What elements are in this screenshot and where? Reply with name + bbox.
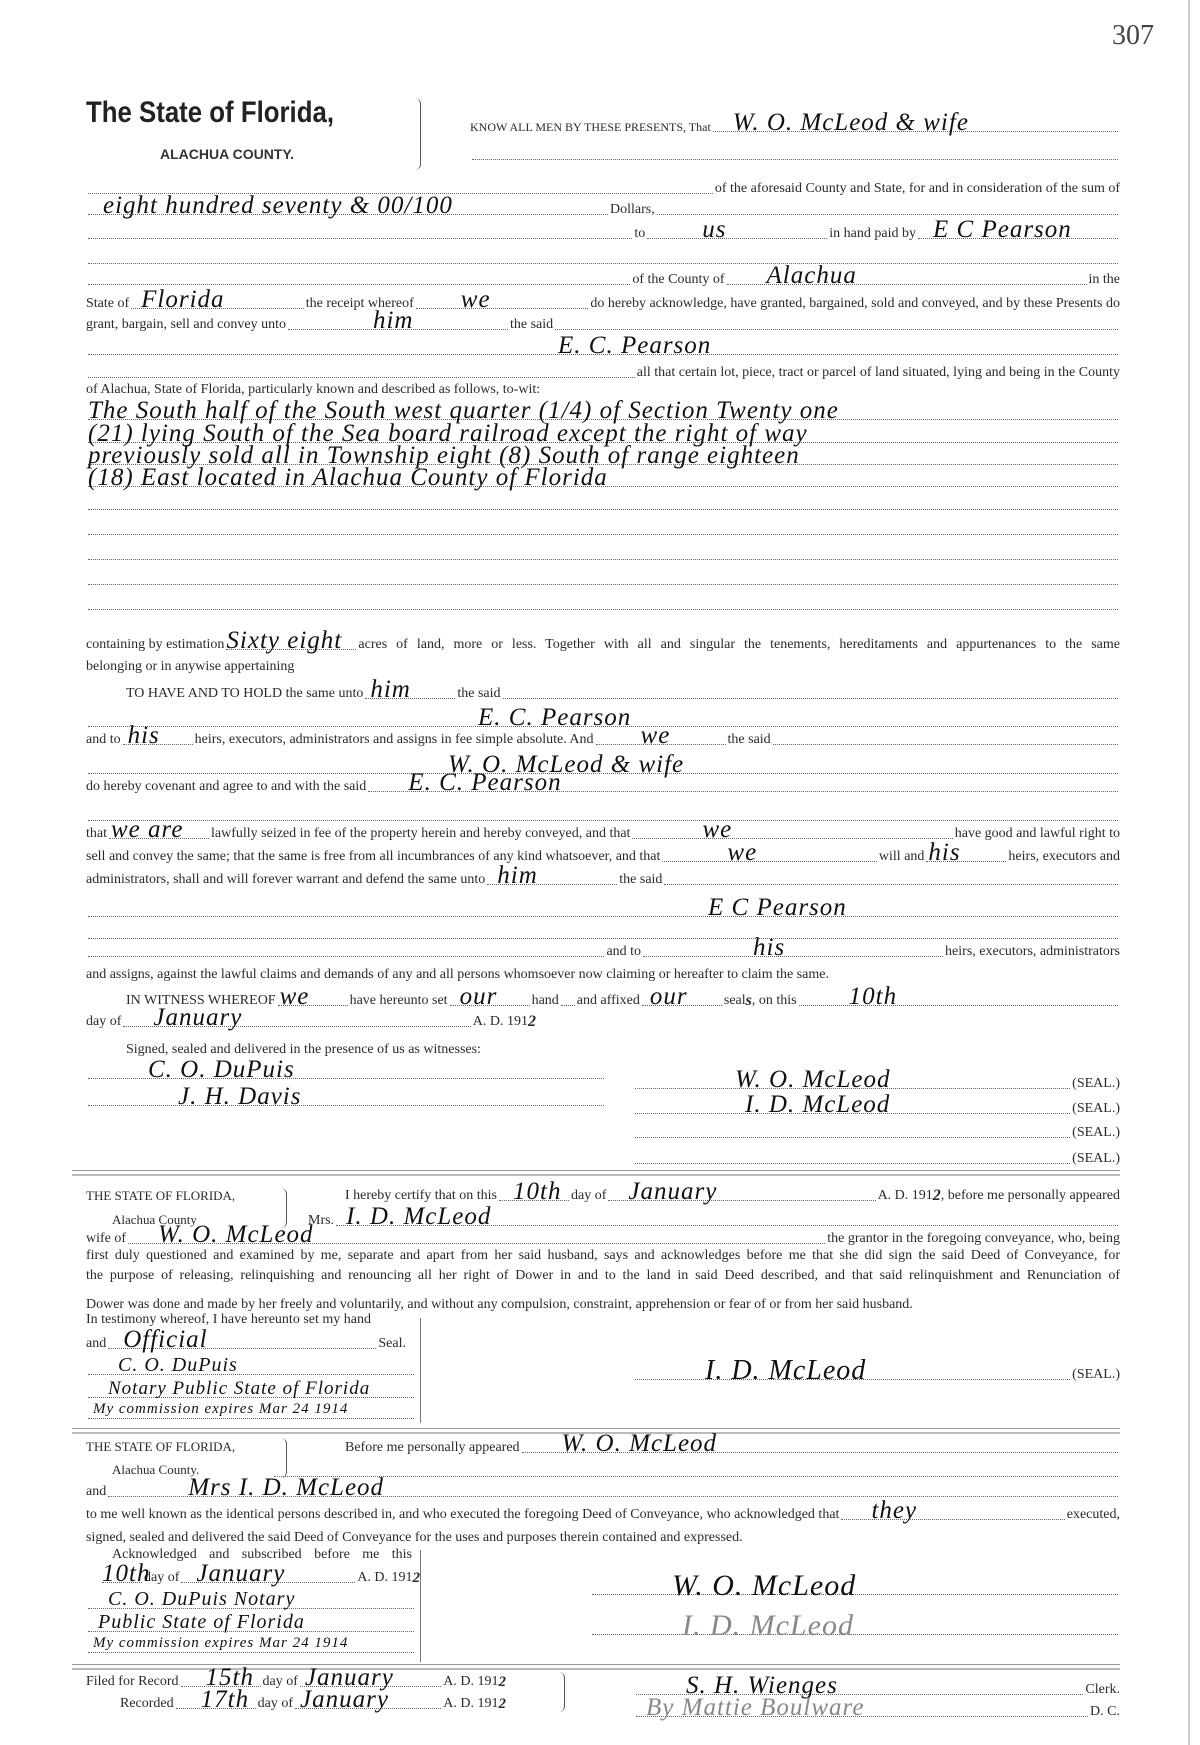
- witness-we-handwriting: we: [279, 983, 310, 1010]
- wife-of-row: [86, 1221, 1120, 1248]
- day-of-label: day of: [144, 1570, 180, 1585]
- dc-label: D. C.: [1090, 1704, 1120, 1719]
- ack-day-handwriting: 10th: [102, 1560, 151, 1587]
- filed-year-handwriting: 2: [498, 1674, 506, 1690]
- dollars-label: Dollars,: [610, 202, 655, 217]
- heirs-exec-text: heirs, executors and: [1008, 849, 1120, 864]
- notary-handwriting: C. O. DuPuis: [118, 1354, 238, 1376]
- dower-paragraph-line: the purpose of releasing, relinquishing and renouncing all her right of Dower in and to the land in said Deed described, and that said relinquishment and Renunciation of: [86, 1268, 1120, 1283]
- seal-label: (SEAL.): [1072, 1367, 1120, 1382]
- witness-we-field: [278, 983, 348, 1010]
- ad-label: A. D. 191: [877, 1188, 933, 1203]
- receipt-label: the receipt whereof: [305, 296, 414, 311]
- person1-field: [522, 1430, 1118, 1457]
- subscribed-text: Acknowledged and subscribed before me this: [112, 1547, 412, 1562]
- blank-field: [88, 263, 1118, 264]
- payee-handwriting: us: [702, 216, 727, 243]
- blank-field: [503, 698, 1119, 699]
- scan-edge: [1188, 0, 1190, 1745]
- seal-label: Seal.: [378, 1336, 406, 1351]
- dower-day-field: [499, 1178, 569, 1205]
- to-label: to: [634, 226, 646, 241]
- receipt-field: [416, 286, 589, 313]
- and-to-label: and to: [86, 732, 121, 747]
- blank-line: [86, 570, 1120, 588]
- signature-field: [635, 1137, 1070, 1138]
- we-handwriting: we: [640, 722, 671, 749]
- grant-row: [86, 307, 1120, 334]
- our-handwriting: our: [459, 983, 498, 1010]
- person2-field: [108, 1474, 1118, 1501]
- ack-signature-line: [590, 1609, 1120, 1642]
- acres-field: [226, 627, 356, 654]
- assigns-text: and assigns, against the lawful claims and demands of any and all persons whomsoever now claiming or hereafter to claim the same.: [86, 967, 829, 982]
- grantee-pronoun-field: [288, 307, 508, 334]
- county-field: [727, 262, 1087, 289]
- receipt-handwriting: we: [460, 286, 491, 313]
- blank-field: [88, 820, 1118, 821]
- deputy-field: [636, 1694, 1088, 1721]
- administrators-row: [86, 862, 1120, 889]
- grantee-handwriting: E. C. Pearson: [558, 332, 712, 359]
- payer-handwriting: E C Pearson: [933, 216, 1072, 243]
- mrs-label: Mrs.: [308, 1213, 335, 1228]
- dower-state-label: THE STATE OF FLORIDA,: [86, 1188, 236, 1203]
- we-are-handwriting: we are: [111, 816, 184, 843]
- signature-field: [635, 1091, 1070, 1118]
- signature-field: [635, 1163, 1070, 1164]
- ack-month-field: [181, 1560, 355, 1587]
- well-known-row: [86, 1497, 1120, 1524]
- seal-s-handwriting: s: [745, 992, 752, 1009]
- grant-text: grant, bargain, sell and convey unto: [86, 317, 286, 332]
- state-row: [86, 286, 1121, 313]
- day-of-label: day of: [257, 1696, 294, 1711]
- aforesaid-text: of the aforesaid County and State, for and in consideration of the sum of: [714, 181, 1120, 196]
- the-said-label: the said: [509, 317, 554, 332]
- hand-label: hand: [531, 993, 559, 1008]
- blank-line: [470, 145, 1120, 163]
- mrs-row: [308, 1203, 1120, 1230]
- of-county-label: of the County of: [632, 272, 725, 287]
- recorded-label: Recorded: [120, 1696, 174, 1711]
- containing-row: [86, 627, 1120, 654]
- seal-line: [633, 1091, 1120, 1118]
- wife-field: [336, 1203, 1118, 1230]
- ack-signature: W. O. McLeod: [672, 1569, 857, 1602]
- we-field: [596, 722, 726, 749]
- clerk-signature: S. H. Wienges: [686, 1672, 838, 1699]
- witness-signature: C. O. DuPuis: [148, 1056, 295, 1083]
- recorded-month-handwriting: January: [300, 1686, 389, 1713]
- blank-field: [88, 956, 604, 957]
- to-have-pronoun-handwriting: him: [370, 676, 411, 703]
- grantee2-handwriting: E. C. Pearson: [478, 704, 632, 731]
- they-handwriting: they: [871, 1497, 918, 1524]
- filed-month-handwriting: January: [304, 1664, 394, 1691]
- blank-field: [555, 329, 1118, 330]
- blank-field: [472, 159, 1118, 160]
- ack-county-label: Alachua County.: [112, 1462, 200, 1477]
- seal-line: [633, 1123, 1120, 1141]
- month-handwriting: January: [153, 1004, 243, 1031]
- we-are-field: [109, 816, 209, 843]
- know-all-row: [470, 109, 1120, 136]
- in-hand-paid-label: in hand paid by: [829, 226, 916, 241]
- county-row: [86, 262, 1120, 289]
- grantee4-row: [86, 894, 1120, 921]
- wife-signature: I. D. McLeod: [705, 1355, 867, 1386]
- we-field: [632, 816, 952, 843]
- executed-label: executed,: [1066, 1507, 1120, 1522]
- day-field: [799, 983, 1118, 1010]
- grantee4-field: [88, 894, 1118, 921]
- his-field: [643, 934, 943, 961]
- blank-field: [88, 238, 632, 239]
- ad-label: A. D. 191: [357, 1570, 413, 1585]
- notary-field: [88, 1401, 414, 1419]
- grantee2-row: [86, 704, 1120, 731]
- wife-handwriting: I. D. McLeod: [346, 1203, 492, 1230]
- brace: [414, 98, 421, 170]
- day-of-label: day of: [571, 1188, 607, 1203]
- blank-field: [88, 938, 1118, 939]
- husband-field: [128, 1221, 825, 1248]
- to-have-row: [126, 676, 1120, 703]
- blank-field: [88, 534, 1118, 535]
- and-label: and: [86, 1336, 107, 1351]
- year-handwriting: 2: [528, 1013, 536, 1030]
- ad-label: A. D. 191: [443, 1674, 499, 1689]
- seal-label: seal: [723, 993, 746, 1008]
- grantee-row: [86, 332, 1120, 359]
- notary-handwriting: Public State of Florida: [98, 1611, 305, 1633]
- notary-handwriting: My commission expires Mar 24 1914: [93, 1635, 349, 1651]
- testimony-text: In testimony whereof, I have hereunto set my hand: [86, 1312, 371, 1327]
- filed-label: Filed for Record: [86, 1674, 179, 1689]
- grantee-field: [88, 332, 1118, 359]
- dower-paragraph-line: first duly questioned and examined by me, separate and apart from her said husband, says and acknowledges before me that she did sign the said Deed of Conveyance, for: [86, 1248, 1120, 1263]
- notary-handwriting: Notary Public State of Florida: [108, 1378, 371, 1399]
- day-handwriting: 10th: [848, 983, 898, 1010]
- well-known-text: to me well known as the identical persons described in, and who executed the foregoing Deed of Conveyance, who acknowledged that: [86, 1507, 840, 1522]
- filed-day-handwriting: 15th: [205, 1664, 254, 1691]
- ack-date-row: [100, 1560, 420, 1587]
- his-handwriting: his: [928, 839, 961, 866]
- person1-handwriting: W. O. McLeod: [561, 1430, 718, 1457]
- heirs-fee-text: heirs, executors, administrators and assigns in fee simple absolute. And: [194, 732, 594, 747]
- grantor2-row: [86, 751, 1120, 778]
- page-number: 307: [1112, 20, 1154, 51]
- grantor-text: the grantor in the foregoing conveyance, who, being: [827, 1231, 1120, 1246]
- day-of-label: day of: [86, 1014, 122, 1029]
- blank-field: [88, 609, 1118, 610]
- deputy-signature: By Mattie Boulware: [646, 1694, 865, 1721]
- dower-seal-line: [633, 1355, 1120, 1386]
- signed-text: Signed, sealed and delivered in the presence of us as witnesses:: [126, 1042, 481, 1057]
- and-to-row: [86, 722, 1120, 749]
- notary-line: [86, 1635, 416, 1656]
- payer-field: [918, 216, 1118, 243]
- they-field: [841, 1497, 1064, 1524]
- clerk-label: Clerk.: [1085, 1682, 1120, 1697]
- recorded-day-field: [176, 1686, 256, 1713]
- ad-label: A. D. 191: [443, 1696, 499, 1711]
- we-field: [662, 839, 877, 866]
- blank-field: [274, 1476, 1118, 1477]
- sell-convey-row: [86, 839, 1120, 866]
- document-county: ALACHUA COUNTY.: [160, 146, 295, 162]
- recorded-month-field: [295, 1686, 441, 1713]
- blank-line: [86, 545, 1120, 563]
- of-alachua-text: of Alachua, State of Florida, particularly known and described as follows, to-wit:: [86, 382, 541, 397]
- the-said-label: the said: [727, 732, 771, 747]
- in-witness-label: IN WITNESS WHEREOF: [126, 993, 276, 1008]
- ad-label: A. D. 191: [472, 1014, 528, 1029]
- month-field: [123, 1004, 470, 1031]
- acres-handwriting: Sixty eight: [226, 627, 343, 654]
- on-this-label: , on this: [751, 993, 797, 1008]
- ack-day-field: [102, 1560, 151, 1587]
- witness-field: [88, 1083, 604, 1110]
- blank-field: [773, 744, 1118, 745]
- and-label: and: [86, 1484, 107, 1499]
- belonging-text: belonging or in anywise appertaining: [86, 659, 295, 674]
- dower-month-handwriting: January: [628, 1178, 718, 1205]
- blank-field: [561, 1005, 575, 1006]
- recorded-year-handwriting: 2: [498, 1696, 506, 1712]
- him-handwriting: him: [497, 862, 538, 889]
- payee-field: [647, 216, 827, 243]
- state-handwriting: Florida: [141, 286, 225, 313]
- we-handwriting: we: [727, 839, 758, 866]
- description-handwriting: (21) lying South of the Sea board railroad except the right of way: [88, 420, 808, 447]
- certify-label: I hereby certify that on this: [345, 1188, 498, 1203]
- blank-line: [86, 924, 1120, 942]
- person2-handwriting: Mrs I. D. McLeod: [188, 1474, 385, 1501]
- assigns-row: [86, 965, 1120, 983]
- blank-line: [86, 495, 1120, 513]
- his-handwriting: his: [127, 722, 160, 749]
- blank-line: [86, 595, 1120, 613]
- state-field: [131, 286, 304, 313]
- brace: [558, 1672, 565, 1712]
- in-the-label: in the: [1088, 272, 1120, 287]
- grantor-signature: W. O. McLeod: [735, 1066, 891, 1093]
- signature-field: [592, 1609, 1118, 1642]
- grantor-field: [713, 109, 1118, 136]
- signature-field: [592, 1569, 1118, 1602]
- ack-month-handwriting: January: [196, 1560, 286, 1587]
- lawfully-text: lawfully seized in fee of the property herein and hereby conveyed, and that: [211, 826, 631, 841]
- ack-state-label: THE STATE OF FLORIDA,: [86, 1439, 236, 1454]
- official-field: [108, 1326, 376, 1353]
- dower-day-handwriting: 10th: [513, 1178, 562, 1205]
- seal-label: (SEAL.): [1072, 1125, 1120, 1140]
- notary-field: [88, 1588, 414, 1610]
- signature-field: [635, 1355, 1070, 1386]
- signature-field: [635, 1066, 1070, 1093]
- we-handwriting: we: [702, 816, 733, 843]
- ack-signature-line: [590, 1569, 1120, 1602]
- administrators-text: administrators, shall and will forever warrant and defend the same unto: [86, 872, 486, 887]
- blank-field: [88, 377, 635, 378]
- seal-line: [633, 1149, 1120, 1167]
- our-field: [450, 983, 530, 1010]
- have-set-label: have hereunto set: [349, 993, 448, 1008]
- his-field: [123, 722, 193, 749]
- ack-state-row: [86, 1437, 286, 1455]
- state-of-label: State of: [86, 296, 130, 311]
- witness-signature: J. H. Davis: [178, 1083, 302, 1110]
- seal-label: (SEAL.): [1072, 1151, 1120, 1166]
- seal-line: [633, 1066, 1120, 1093]
- blank-field: [88, 509, 1118, 510]
- blank-field: [664, 884, 1118, 885]
- official-handwriting: Official: [123, 1326, 208, 1353]
- and-person2-row: [86, 1474, 1120, 1501]
- dower-year-handwriting: 2: [932, 1187, 941, 1204]
- blank-field: [88, 284, 630, 285]
- seal-label: (SEAL.): [1072, 1101, 1120, 1116]
- containing-label: containing by estimation: [86, 637, 225, 652]
- before-me-label: , before me personally appeared: [940, 1188, 1120, 1203]
- document-title: The State of Florida,: [86, 96, 334, 129]
- signed-delivered-text: signed, sealed and delivered the said Deed of Conveyance for the uses and purposes therein contained and expressed.: [86, 1530, 743, 1545]
- his-handwriting: his: [753, 934, 786, 961]
- certify-row: [345, 1178, 1120, 1205]
- our2-handwriting: our: [649, 983, 688, 1010]
- recorded-day-handwriting: 17th: [200, 1686, 250, 1713]
- heirs-exec-admin-text: heirs, executors, administrators: [945, 944, 1120, 959]
- deputy-row: [634, 1694, 1120, 1721]
- sell-convey-text: sell and convey the same; that the same is free from all incumbrances of any kind whatsoever, and that: [86, 849, 661, 864]
- grantee-pronoun-handwriting: him: [372, 307, 414, 334]
- before-me-row: [345, 1430, 1120, 1457]
- grantor-handwriting: W. O. McLeod & wife: [732, 109, 969, 136]
- filed-row: [86, 1664, 506, 1691]
- blank-field: [88, 584, 1118, 585]
- signed-delivered-row: [86, 1528, 1120, 1546]
- wife-of-label: wife of: [86, 1231, 127, 1246]
- description-field: [88, 464, 1118, 491]
- witness-date-row: [86, 1004, 536, 1031]
- the-said-label: the said: [619, 872, 663, 887]
- covenant-text: do hereby covenant and agree to and with the said: [86, 779, 367, 794]
- blank-line: [272, 1462, 1120, 1480]
- description-handwriting: previously sold all in Township eight (8) South of range eighteen: [88, 442, 800, 469]
- of-alachua-row: [86, 380, 1120, 398]
- his-field: [926, 839, 1006, 866]
- county-handwriting: Alachua: [766, 262, 857, 289]
- grantee2-field: [88, 704, 1118, 731]
- the-said-label: the said: [457, 686, 501, 701]
- dower-month-field: [608, 1178, 875, 1205]
- day-of-label: day of: [262, 1674, 298, 1689]
- and-to-label: and to: [606, 944, 642, 959]
- all-that-text: all that certain lot, piece, tract or parcel of land situated, lying and being in the County: [636, 365, 1120, 380]
- husband-handwriting: W. O. McLeod: [158, 1221, 314, 1248]
- dower-paragraph-line: Dower was done and made by her freely and voluntarily, and without any compulsion, constraint, apprehension or fear of or from her said husband.: [86, 1297, 913, 1312]
- section-divider: [72, 1170, 1120, 1176]
- amount-handwriting: eight hundred seventy & 00/100: [103, 192, 453, 219]
- blank-field: [88, 559, 1118, 560]
- blank-line: [86, 249, 1120, 267]
- acknowledge-text: do hereby acknowledge, have granted, bargained, sold and conveyed, and by these Presents do: [590, 296, 1121, 311]
- witness-field: [88, 1056, 604, 1083]
- grantee3-handwriting: E. C. Pearson: [408, 769, 562, 796]
- seal-label: (SEAL.): [1072, 1076, 1120, 1091]
- good-right-text: have good and lawful right to: [954, 826, 1120, 841]
- notary-handwriting: My commission expires Mar 24 1914: [93, 1401, 349, 1417]
- him-field: [487, 862, 617, 889]
- heirs-row: [86, 934, 1120, 961]
- grantor2-handwriting: W. O. McLeod & wife: [448, 751, 685, 778]
- description-line: [86, 464, 1120, 491]
- description-handwriting: (18) East located in Alachua County of Florida: [88, 464, 608, 491]
- will-and-label: will and: [878, 849, 925, 864]
- official-seal-row: [86, 1326, 406, 1353]
- grantee3-field: [368, 769, 1118, 796]
- that-label: that: [86, 826, 107, 841]
- blank-field: [657, 214, 1118, 215]
- dower-state-row: [86, 1186, 286, 1204]
- recorded-row: [120, 1686, 506, 1713]
- payment-row: [86, 216, 1120, 243]
- dower-county-label: Alachua County: [112, 1212, 197, 1227]
- description-handwriting: The South half of the South west quarter (1/4) of Section Twenty one: [88, 397, 839, 424]
- our2-field: [642, 983, 722, 1010]
- belonging-row: [86, 657, 1120, 675]
- witness-line: [86, 1056, 606, 1083]
- witness-line: [86, 1083, 606, 1110]
- in-witness-row: [126, 983, 1120, 1010]
- covenant-row: [86, 769, 1120, 796]
- and-affixed-label: and affixed: [576, 993, 640, 1008]
- notary-field: [88, 1635, 414, 1653]
- to-have-pronoun-field: [365, 676, 455, 703]
- ack-year-handwriting: 2: [412, 1570, 420, 1586]
- to-have-text: TO HAVE AND TO HOLD the same unto: [126, 686, 364, 701]
- notary-handwriting: C. O. DuPuis Notary: [108, 1588, 296, 1610]
- seized-row: [86, 816, 1120, 843]
- blank-line: [86, 520, 1120, 538]
- blank-line: [86, 806, 1120, 824]
- grantor-signature: I. D. McLeod: [745, 1091, 891, 1118]
- before-me-label: Before me personally appeared: [345, 1440, 520, 1455]
- grantee4-handwriting: E C Pearson: [708, 894, 847, 921]
- acres-text: acres of land, more or less. Together with all and singular the tenements, hereditaments and appurtenances to the same: [358, 637, 1120, 652]
- grantor2-field: [88, 751, 1118, 778]
- ack-signature: I. D. McLeod: [682, 1609, 854, 1642]
- notary-line: [86, 1401, 416, 1422]
- know-all-text: KNOW ALL MEN BY THESE PRESENTS, That: [470, 120, 711, 134]
- amount-field: [88, 192, 608, 219]
- all-that-row: [86, 363, 1120, 381]
- notary-field: [88, 1354, 414, 1376]
